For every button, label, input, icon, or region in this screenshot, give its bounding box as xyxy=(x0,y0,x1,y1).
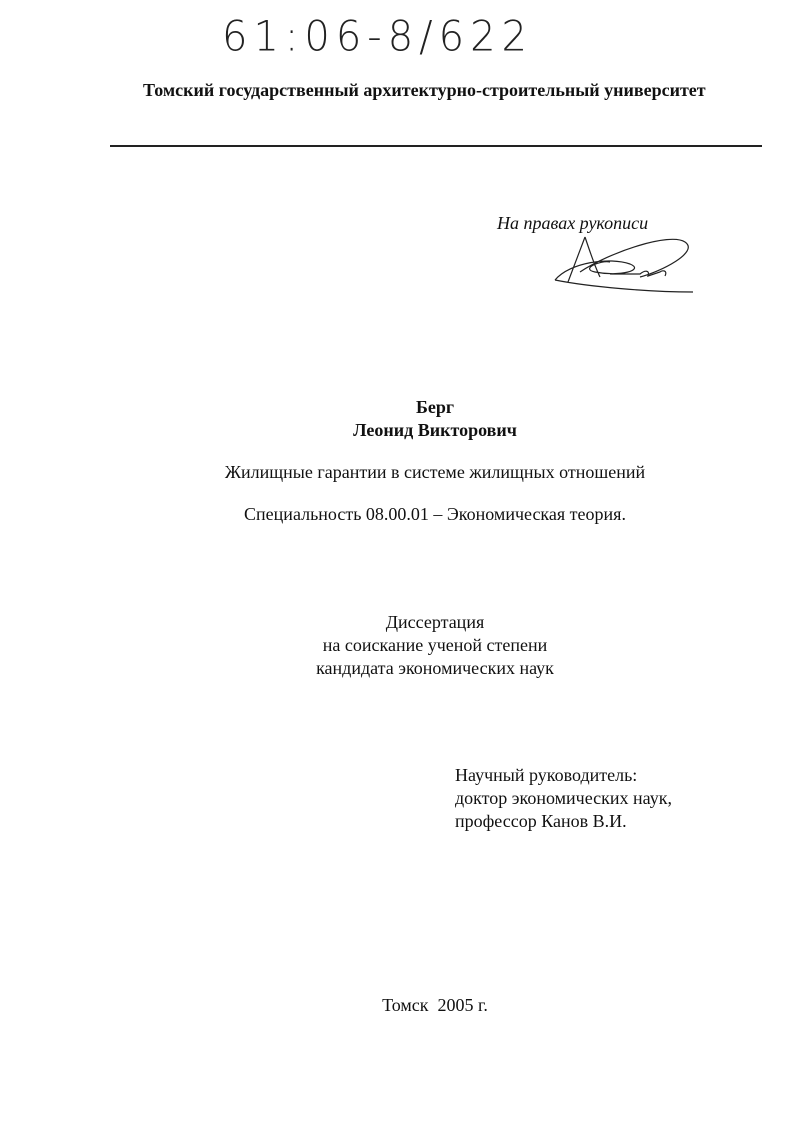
archive-number-handwritten: 61:06-8/622 xyxy=(222,12,533,62)
specialty: Специальность 08.00.01 – Экономическая теория. xyxy=(244,504,626,524)
degree-line-2: на соискание ученой степени xyxy=(322,635,548,655)
place-year: Томск 2005 г. xyxy=(382,995,488,1015)
supervisor-name: профессор Канов В.И. xyxy=(455,811,627,831)
header-divider xyxy=(110,145,762,147)
degree-line-3: кандидата экономических наук xyxy=(316,658,554,678)
supervisor-label: Научный руководитель: xyxy=(455,765,638,785)
author-surname: Берг xyxy=(415,397,455,417)
manuscript-note: На правах рукописи xyxy=(497,213,649,233)
author-given-names: Леонид Викторович xyxy=(353,420,517,440)
degree-line-1: Диссертация xyxy=(385,612,485,632)
signature xyxy=(550,232,700,296)
university-name: Томский государственный архитектурно-строительный университет xyxy=(143,80,706,100)
supervisor-degree: доктор экономических наук, xyxy=(455,788,672,808)
dissertation-title: Жилищные гарантии в системе жилищных отношений xyxy=(224,462,646,482)
